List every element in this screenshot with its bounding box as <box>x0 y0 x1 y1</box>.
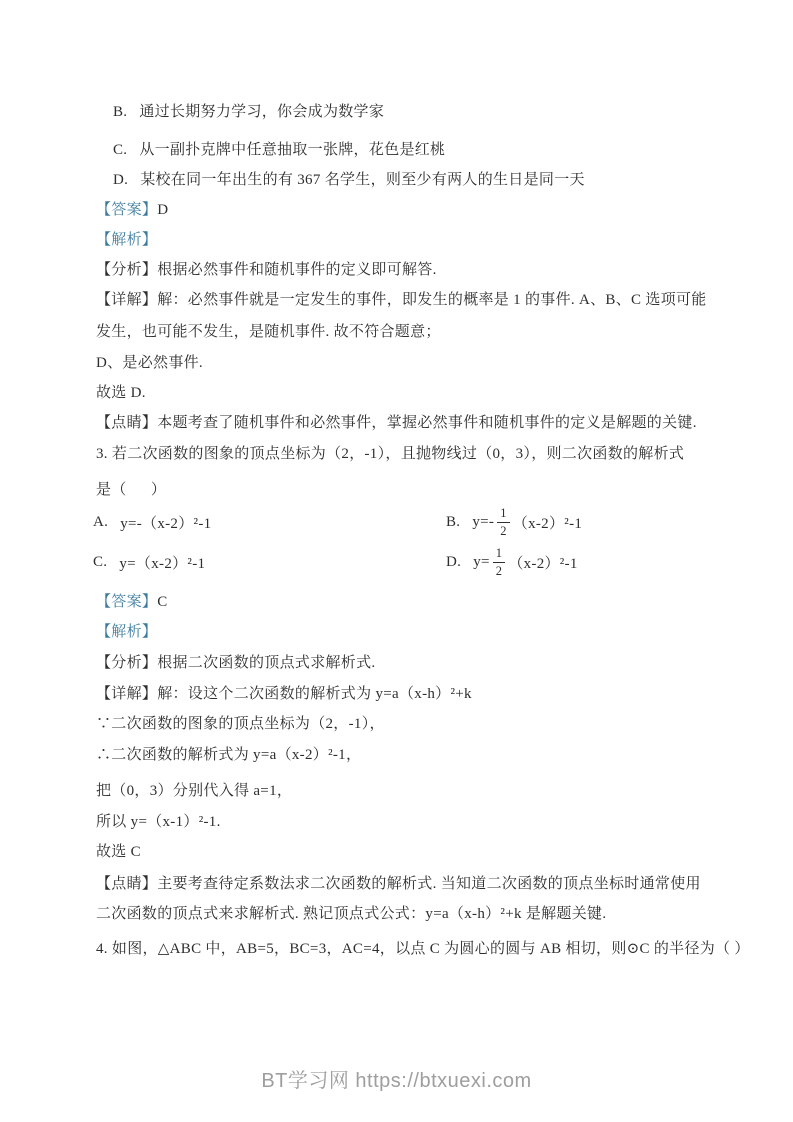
fraction-numerator: 1 <box>497 506 510 522</box>
q3-stem-line1: 3. 若二次函数的图象的顶点坐标为（2，-1），且抛物线过（0，3），则二次函数的解析式 <box>96 446 685 462</box>
q3-option-c-text: y=（x-2）²-1 <box>119 555 206 572</box>
q2-jiexi-tag: 【解析】 <box>96 232 158 248</box>
fraction-one-half <box>497 506 510 538</box>
q2-detail-line2: 发生，也可能不发生，是随机事件. 故不符合题意； <box>96 324 441 340</box>
q3-option-a-text: y=-（x-2）²-1 <box>120 515 212 532</box>
q2-dianjing: 【点睛】本题考查了随机事件和必然事件，掌握必然事件和随机事件的定义是解题的关键. <box>96 415 697 431</box>
q3-option-c-label: C. <box>93 553 108 570</box>
q2-conclusion: 故选 D. <box>96 385 146 401</box>
site-footer: BT学习网 https://btxuexi.com <box>261 1070 532 1092</box>
q3-result: 所以 y=（x-1）²-1. <box>96 814 221 830</box>
q3-conclusion: 故选 C <box>96 844 141 860</box>
q3-stem-line2: 是（ ） <box>96 482 167 498</box>
q3-options-row2 <box>0 540 793 584</box>
q3-dianjing-line1: 【点睛】主要考查待定系数法求二次函数的解析式. 当知道二次函数的顶点坐标时通常使用 <box>96 876 701 892</box>
q3-option-c <box>93 540 205 584</box>
q3-substitute: 把（0，3）分别代入得 a=1， <box>96 783 293 799</box>
q3-answer-tag: 【答案】 <box>96 594 158 610</box>
q2-detail-line1: 【详解】解：必然事件就是一定发生的事件，即发生的概率是 1 的事件. A、B、C 选项可能 <box>96 292 707 308</box>
fraction-denominator: 2 <box>500 523 507 538</box>
q2-option-c-text: 从一副扑克牌中任意抽取一张牌，花色是红桃 <box>139 142 446 158</box>
q3-since: ∵二次函数的图象的顶点坐标为（2，-1）， <box>96 716 385 732</box>
q3-therefore: ∴二次函数的解析式为 y=a（x-2）²-1， <box>96 747 362 763</box>
q2-case-d: D、是必然事件. <box>96 355 203 371</box>
q4-stem: 4. 如图，△ABC 中，AB=5，BC=3，AC=4，以点 C 为圆心的圆与 AB 相切，则⊙C 的半径为（ ） <box>96 941 750 957</box>
q2-analysis: 【分析】根据必然事件和随机事件的定义即可解答. <box>96 262 437 278</box>
q2-option-c <box>113 139 733 161</box>
q2-answer-value: D <box>157 202 169 218</box>
q2-option-b-label: B. <box>113 104 128 120</box>
q3-analysis: 【分析】根据二次函数的顶点式求解析式. <box>96 655 376 671</box>
q3-option-d <box>446 540 578 584</box>
q3-jiexi-tag: 【解析】 <box>96 624 158 640</box>
q3-option-b-post: （x-2）²-1 <box>512 515 583 532</box>
q2-option-d <box>113 169 733 191</box>
q3-answer-value: C <box>157 594 168 610</box>
q3-dianjing-line2: 二次函数的顶点式来求解析式. 熟记顶点式公式：y=a（x-h）²+k 是解题关键. <box>96 906 607 922</box>
q3-detail: 【详解】解：设这个二次函数的解析式为 y=a（x-h）²+k <box>96 686 472 702</box>
fraction-numerator: 1 <box>493 546 506 562</box>
q2-answer <box>96 199 733 221</box>
q2-option-b <box>113 101 733 123</box>
q3-option-b-label: B. <box>446 513 461 530</box>
fraction-one-half <box>493 546 506 578</box>
q3-answer <box>96 591 733 613</box>
fraction-denominator: 2 <box>495 563 503 578</box>
q3-option-a <box>93 500 211 544</box>
q2-answer-tag: 【答案】 <box>96 202 158 218</box>
q3-option-b-pre: y=- <box>472 513 495 530</box>
q3-options-row1 <box>0 500 793 544</box>
q2-option-d-label: D. <box>113 172 129 188</box>
q3-option-d-post: （x-2）²-1 <box>508 555 578 572</box>
q3-option-d-pre: y= <box>473 553 490 570</box>
q3-option-d-label: D. <box>446 553 462 570</box>
q2-option-d-text: 某校在同一年出生的有 367 名学生，则至少有两人的生日是同一天 <box>140 172 585 188</box>
q2-option-c-label: C. <box>113 142 128 158</box>
q3-option-b <box>446 500 582 544</box>
q2-option-b-text: 通过长期努力学习，你会成为数学家 <box>139 104 385 120</box>
q3-option-a-label: A. <box>93 513 109 530</box>
